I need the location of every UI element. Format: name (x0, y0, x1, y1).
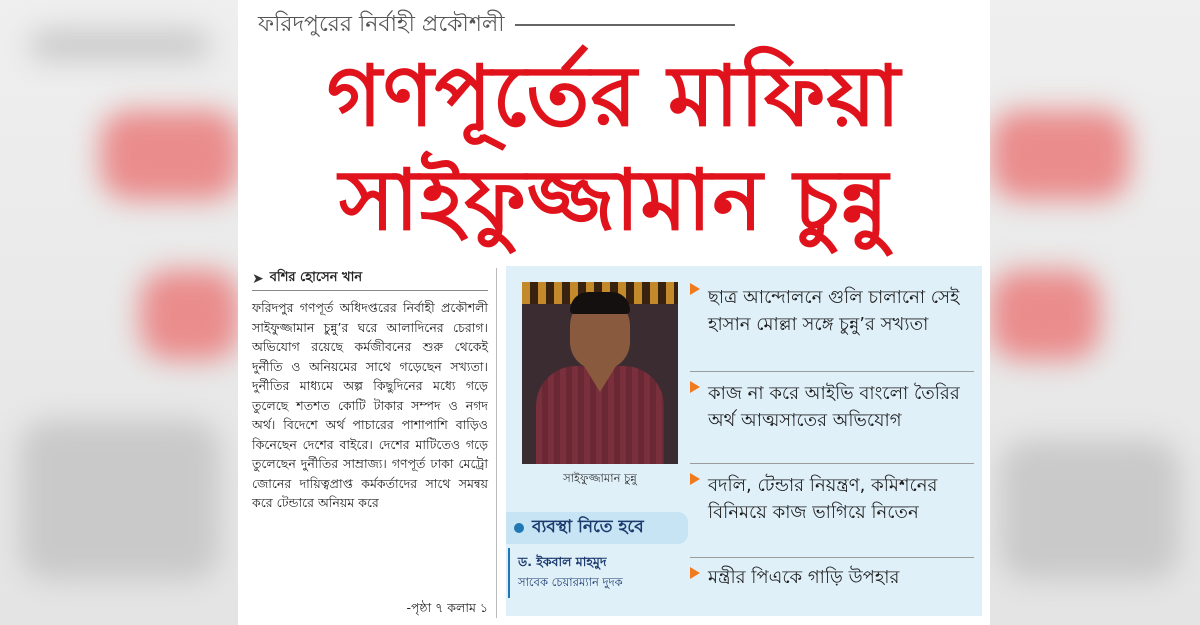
quote-person-role: সাবেক চেয়ারম্যান দুদক (518, 575, 623, 589)
blurred-text-block (20, 420, 220, 580)
quote-headline: ব্যবস্থা নিতে হবে (532, 517, 644, 537)
byline-author: বশির হোসেন খান (269, 270, 363, 285)
continued-note: -পৃষ্ঠা ৭ কলাম ১ (406, 600, 488, 615)
highlight-section (238, 0, 990, 625)
highlight-point-text: কাজ না করে আইভি বাংলো তৈরির অর্থ আত্মসাতের অভিযোগ (708, 383, 960, 431)
triangle-bullet-icon (690, 283, 700, 295)
portrait-photo (522, 282, 678, 464)
headline-line-1: গণপূর্তের মাফিয়া (326, 47, 902, 145)
highlight-point (690, 274, 974, 372)
quote-person-name: ড. ইকবাল মাহমুদ (518, 554, 607, 569)
triangle-bullet-icon (690, 381, 700, 393)
quote-rule (508, 548, 510, 598)
highlight-points (690, 274, 974, 598)
arrow-right-icon: ➤ (252, 270, 264, 287)
blurred-right-margin (990, 0, 1200, 625)
highlight-point-text: বদলি, টেন্ডার নিয়ন্ত্রণ, কমিশনের বিনিময়ে কাজ ভাগিয়ে নিতেন (708, 475, 938, 523)
blurred-text-block (30, 30, 210, 60)
highlight-point-text: মন্ত্রীর পিএকে গাড়ি উপহার (708, 567, 900, 588)
quote-tab (506, 512, 688, 544)
article-body: ফরিদপুর গণপূর্ত অধিদপ্তরের নির্বাহী প্রকৌশলী সাইফুজ্জামান চুন্নু’র ঘরে আলাদিনের চেরাগ। অভিযোগ রয়েছে কর্মজীবনের শুরু থেকেই দুর্নীতি ও অনিয়মের সাথে গড়েছেন সখ্যতা। দুর্নীতির মাধ্যমে অল্প কিছুদিনের মধ্যে গড়ে তুলেছে শতশত কোটি টাকার সম্পদ ও নগদ অর্থ। বিদেশে অর্থ পাচারের পাশাপাশি বাড়িও কিনেছেন দেশের বাইরে। দেশের মাটিতেও গড়ে তুলেছেন দুর্নীতির সাম্রাজ্য। গণপূর্ত ঢাকা মেট্রো জোনের দায়িত্বপ্রাপ্ত কর্মকর্তাদের সাথে সমন্বয় করে টেন্ডারে অনিয়ম করে (252, 300, 488, 510)
blurred-left-margin (0, 0, 238, 625)
photo-caption: সাইফুজ্জামান চুন্নু (563, 471, 637, 485)
blurred-text-block (1000, 440, 1180, 580)
highlight-point (690, 372, 974, 464)
headline-line-2: সাইফুজ্জামান চুন্নু (338, 151, 890, 249)
triangle-bullet-icon (690, 567, 700, 579)
triangle-bullet-icon (690, 473, 700, 485)
blurred-headline-block (100, 110, 238, 200)
highlight-point (690, 464, 974, 558)
blurred-headline-block (990, 270, 1100, 360)
blurred-headline-block (140, 270, 238, 360)
photo-hair (570, 292, 630, 314)
blurred-headline-block (990, 110, 1130, 200)
highlight-point (690, 558, 974, 598)
bullet-dot-icon (514, 523, 524, 533)
kicker-text: ফরিদপুরের নির্বাহী প্রকৌশলী (258, 11, 505, 37)
highlight-point-text: ছাত্র আন্দোলনে গুলি চালানো সেই হাসান মোল্লা সঙ্গে চুন্নু’র সখ্যতা (708, 287, 960, 335)
